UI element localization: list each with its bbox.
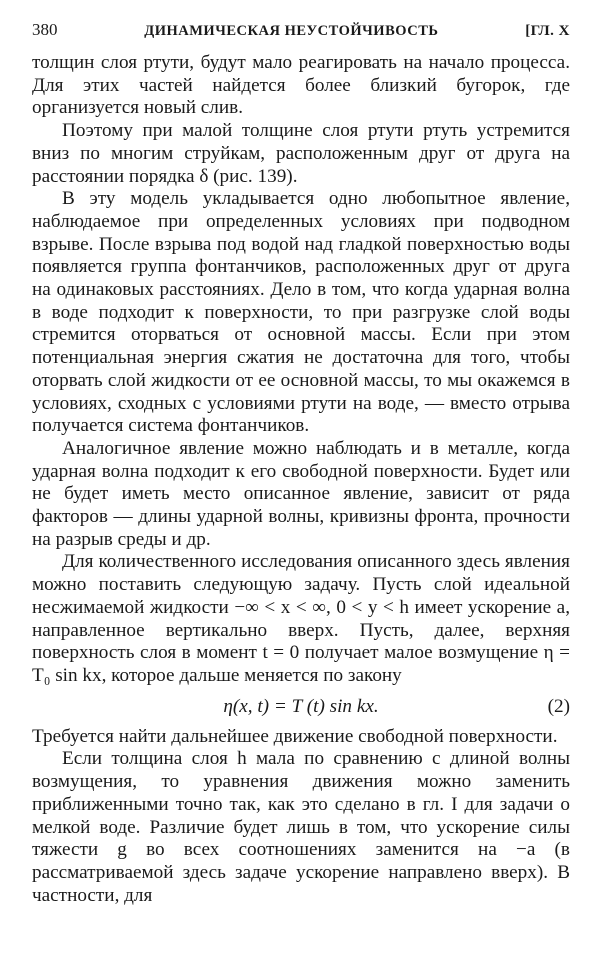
- equation-formula: η(x, t) = T (t) sin kx.: [223, 695, 379, 717]
- running-title: ДИНАМИЧЕСКАЯ НЕУСТОЙЧИВОСТЬ: [144, 23, 439, 39]
- paragraph: Для количественного исследования описанного здесь явления можно поставить следующую задачу. Пусть слой идеальной несжимаемой жидкости −∞ < x < ∞, 0 < y < h имеет ускорение a, направленное вертикально вверх. Пусть, далее, верхняя поверхность слоя в момент t = 0 получает малое возмущение η = T₀ sin kx, которое дальше меняется по закону: [32, 551, 570, 686]
- running-head: [32, 20, 570, 40]
- equation: [32, 692, 570, 722]
- paragraph: Поэтому при малой толщине слоя ртути ртуть устремится вниз по многим струйкам, расположенным друг от друга на расстоянии порядка δ (рис. 139).: [32, 120, 570, 187]
- body-text: [32, 52, 570, 907]
- chapter-label: [ГЛ. X: [525, 23, 570, 39]
- page-number: 380: [32, 20, 58, 39]
- paragraph: Требуется найти дальнейшее движение свободной поверхности.: [32, 725, 558, 747]
- paragraph: Если толщина слоя h мала по сравнению с длиной волны возмущения, то уравнения движения можно заменить приближенными точно так, как это сделано в гл. I для задачи о мелкой воде. Различие будет лишь в том, что ускорение силы тяжести g во всех соотношениях заменится на −a (в рассматриваемой здесь задаче ускорение направлено вверх). В частности, для: [32, 748, 570, 906]
- paragraph: В эту модель укладывается одно любопытное явление, наблюдаемое при определенных условиях при подводном взрыве. После взрыва под водой над гладкой поверхностью воды появляется группа фонтанчиков, расположенных друг от друга на одинаковых расстояниях. Дело в том, что когда ударная волна в воде подходит к поверхности, то при разгрузке слой воды стремится оторваться от основной массы. Если при этом потенциальная энергия сжатия не достаточна для того, чтобы оторвать слой жидкости от ее основной массы, то мы окажемся в условиях, сходных с условиями ртути на воде, — вместо отрыва получается система фонтанчиков.: [32, 188, 570, 437]
- paragraph: толщин слоя ртути, будут мало реагировать на начало процесса. Для этих частей найдется более близкий бугорок, где организуется новый слив.: [32, 52, 570, 119]
- equation-number: (2): [547, 695, 570, 717]
- paragraph: Аналогичное явление можно наблюдать и в металле, когда ударная волна подходит к его свободной поверхности. Будет или не будет иметь место описанное явление, зависит от ряда факторов — длины ударной волны, кривизны фронта, прочности на разрыв среды и др.: [32, 437, 570, 550]
